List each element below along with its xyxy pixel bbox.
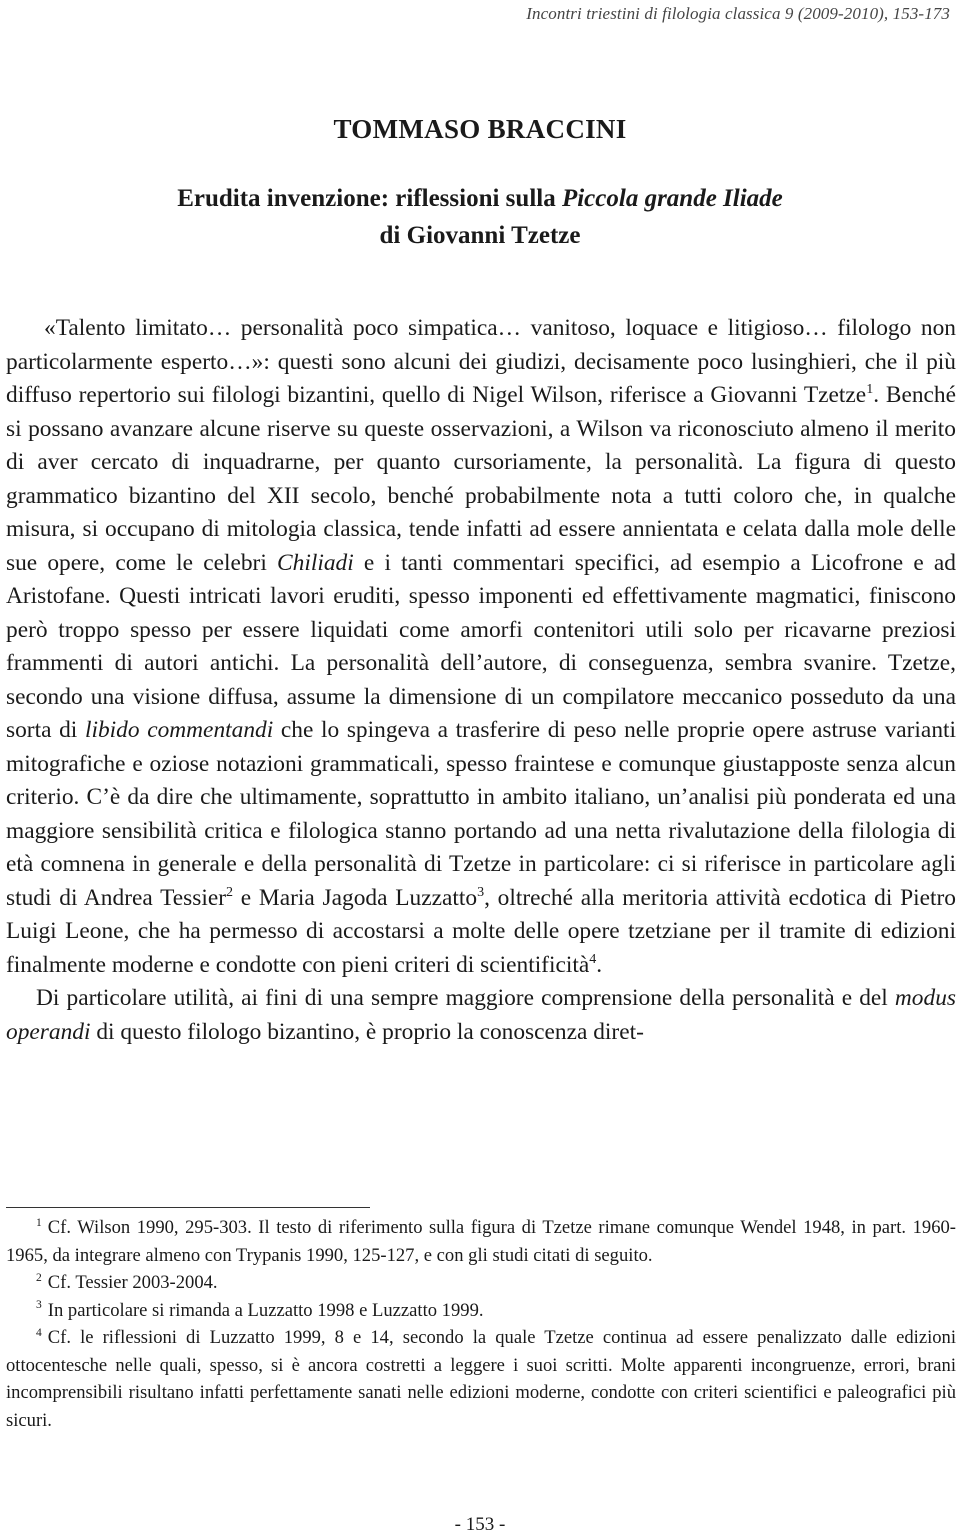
title-text: Erudita invenzione: riflessioni sulla <box>177 185 562 212</box>
text-run: Di particolare utilità, ai fini di una sempre maggiore comprensione della personalità e del <box>36 985 895 1011</box>
title-subline: di Giovanni Tzetze <box>379 222 581 249</box>
footnote-text: Cf. le riflessioni di Luzzatto 1999, 8 e 14, secondo la quale Tzetze continua ad essere penalizzato dalle edizioni ottocentesche nelle quali, spesso, si è ancora costretti a leggere i suoi scritti. Molte apparenti incongruenze, errori, brani incomprensibili risultano infatti perfettamente sanati nelle edizioni moderne, condotte con criteri scientifici e paleografici più sicuri. <box>6 1327 956 1431</box>
footnote-4 <box>6 1324 956 1434</box>
text-run: di questo filologo bizantino, è proprio la conoscenza diret- <box>90 1018 644 1045</box>
footnote-number: 3 <box>36 1299 42 1312</box>
text-run: e i tanti commentari specifici, ad esempio a Licofrone e ad Aristofane. Questi intricati lavori eruditi, spesso imponenti ed effettivamente magmatici, finiscono però troppo spesso per essere liquidati come amorfi contenitori utili solo per ricavarne preziosi frammenti di autori antichi. La personalità dell’autore, di conseguenza, sembra svanire. Tzetze, secondo una visione diffusa, assume la dimensione di un compilatore meccanico posseduto da una sorta di <box>6 549 956 743</box>
italic-term: Chiliadi <box>277 549 354 576</box>
page-number: - 153 - <box>454 1514 506 1535</box>
text-run: . <box>596 951 603 978</box>
footnote-number: 2 <box>36 1271 42 1284</box>
footnote-text: Cf. Wilson 1990, 295-303. Il testo di riferimento sulla figura di Tzetze rimane comunque Wendel 1948, in part. 1960-1965, da integrare almeno con Trypanis 1990, 125-127, e con gli studi citati di seguito. <box>6 1217 956 1266</box>
title-italic-work: Piccola grande Iliade <box>561 185 783 212</box>
footnote-1 <box>6 1214 956 1269</box>
footnote-ref-1[interactable]: 1 <box>866 381 874 398</box>
text-run: «Talento limitato… personalità poco simpatica… vanitoso, loquace e litigioso… filologo non particolarmente esperto…»: questi sono alcuni dei giudizi, decisamente poco lusinghieri, che il più diffuso repertorio sui filologi bizantini, quello di Nigel Wilson, riferisce a Giovanni Tzetze <box>6 315 956 408</box>
italic-term: libido commentandi <box>84 717 274 743</box>
footnote-3 <box>6 1297 956 1325</box>
footnotes <box>6 1214 956 1434</box>
footnote-ref-3[interactable]: 3 <box>477 883 485 900</box>
italic-term: modus operandi <box>6 985 956 1045</box>
author-name: TOMMASO BRACCINI <box>333 114 627 144</box>
text-run: , oltreché alla meritoria attività ecdotica di Pietro Luigi Leone, che ha permesso di accostarsi a molte delle opere tzetziane per il tramite di edizioni finalmente moderne e condotte con pieni criteri di scientificità <box>6 884 956 978</box>
footnote-text: In particolare si rimanda a Luzzatto 1998 e Luzzatto 1999. <box>47 1299 484 1321</box>
text-run: che lo spingeva a trasferire di peso nelle proprie opere astruse varianti mitografiche e oziose notazioni grammaticali, spesso fraintese e comunque giustapposte senza alcun criterio. C’è da dire che ultimamente, soprattutto in ambito italiano, un’analisi più ponderata ed una maggiore sensibilità critica e filologica stanno portando ad una netta rivalutazione della filologia di età comnena in generale e della personalità di Tzetze in particolare: ci si riferisce in particolare agli studi di Andrea Tessier <box>6 717 957 911</box>
footnote-number: 1 <box>36 1216 42 1229</box>
footnote-text: Cf. Tessier 2003-2004. <box>47 1272 218 1293</box>
running-head: Incontri triestini di filologia classica 9 (2009-2010), 153-173 <box>526 4 950 23</box>
footnote-ref-2[interactable]: 2 <box>226 883 234 900</box>
text-run: . Benché si possano avanzare alcune riserve su queste osservazioni, a Wilson va riconosciuto almeno il merito di aver cercato di inquadrarne, per quanto cursoriamente, la personalità. La figura di questo grammatico bizantino del XII secolo, benché probabilmente nota a tutti coloro che, in qualche misura, si occupano di mitologia classica, tende infatti ad essere annientata e celata dalla mole delle sue opere, come le celebri <box>6 382 956 576</box>
footnote-number: 4 <box>36 1326 42 1339</box>
paragraph-1 <box>6 312 956 982</box>
footnote-2 <box>6 1269 956 1297</box>
footnote-divider <box>6 1207 370 1208</box>
footnote-ref-4[interactable]: 4 <box>589 950 597 967</box>
text-run: e Maria Jagoda Luzzatto <box>233 884 478 911</box>
article-title <box>0 180 960 254</box>
paragraph-2 <box>6 982 956 1049</box>
body-text <box>6 312 956 1049</box>
